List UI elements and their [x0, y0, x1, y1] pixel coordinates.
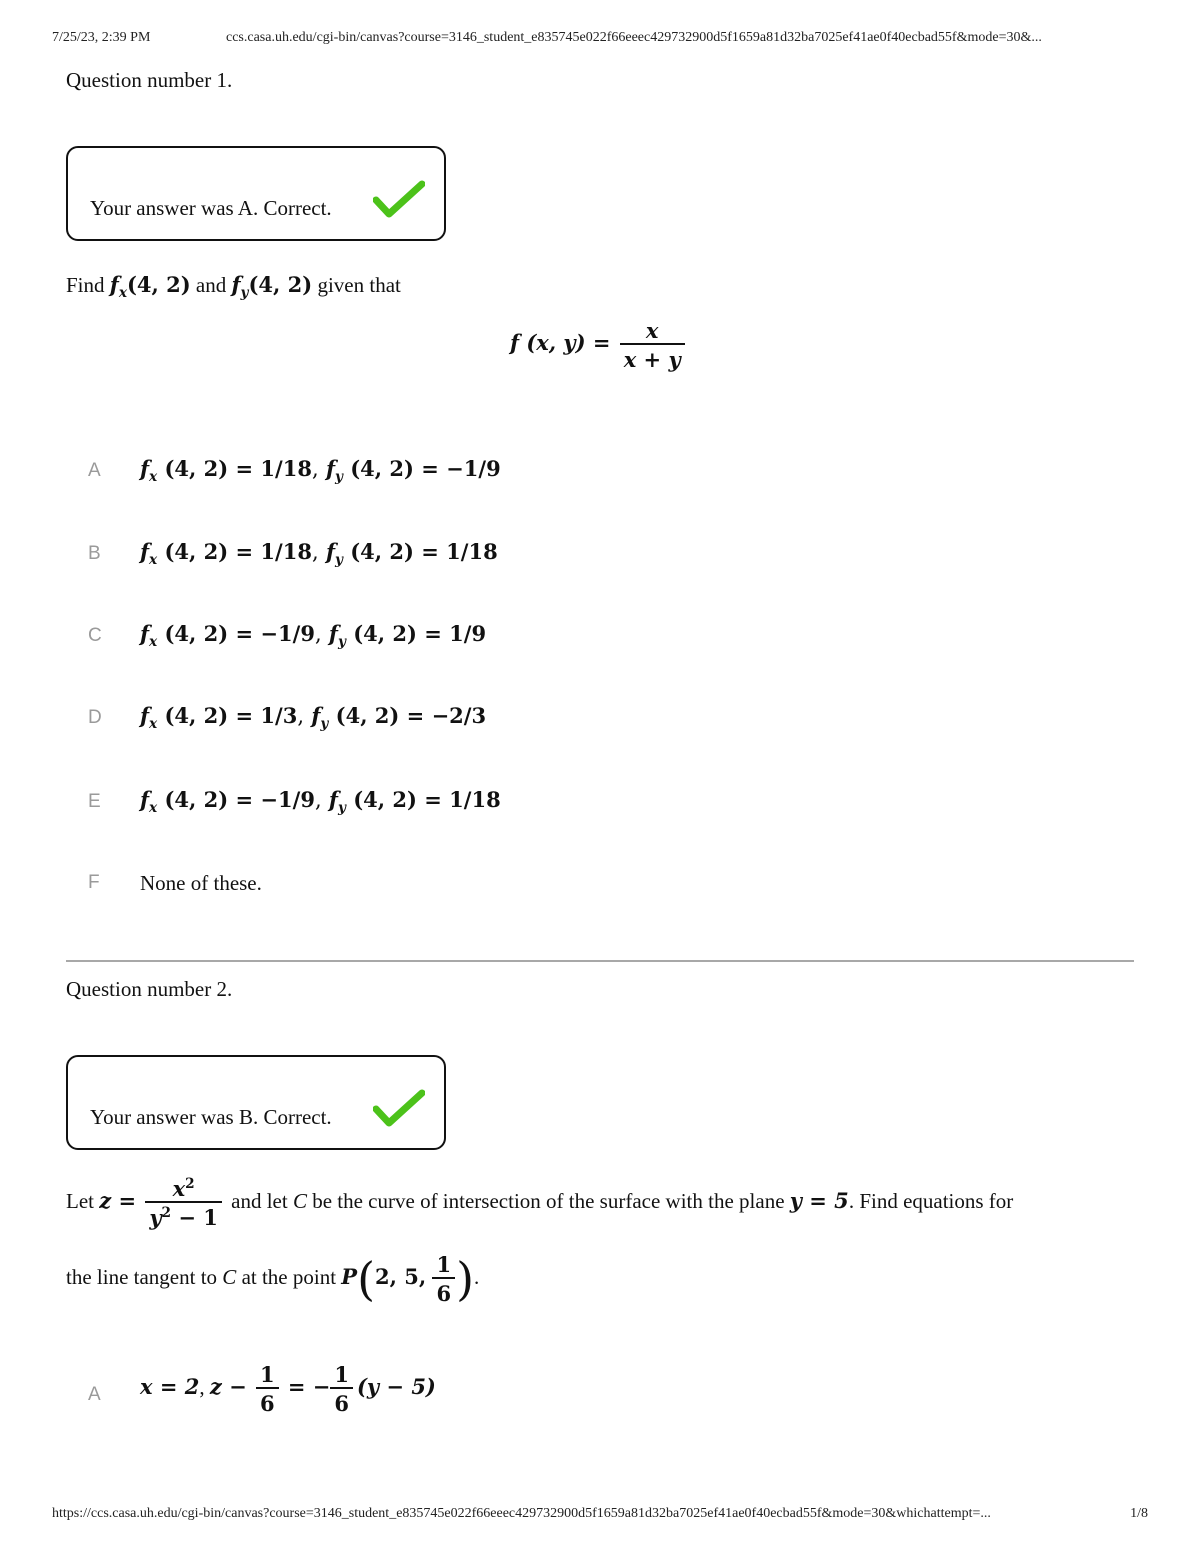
choice-letter: F	[88, 872, 100, 893]
choice-letter: A	[88, 460, 101, 481]
formula-fraction	[620, 318, 685, 372]
choice-body: $f_x$ (4, 2) = 1/3, $f_y$ (4, 2) = −2/3	[140, 703, 487, 732]
question-2-answer-box	[66, 1055, 446, 1150]
formula-numerator: x	[645, 318, 659, 343]
choice-body: $f_x$ (4, 2) = 1/18, $f_y$ (4, 2) = 1/18	[140, 539, 498, 568]
fx-symbol: $f_x$	[109, 272, 127, 301]
choice-body: $f_x$ (4, 2) = −1/9, $f_y$ (4, 2) = 1/9	[140, 621, 487, 650]
print-header	[52, 30, 1148, 50]
question-1-title: Question number 1.	[66, 68, 233, 92]
choice-body: $f_x$ (4, 2) = 1/18, $f_y$ (4, 2) = −1/9	[140, 456, 501, 485]
formula-denominator: x + y	[620, 343, 685, 372]
checkmark-icon	[373, 1089, 425, 1129]
choice-body: x = 2, z − $\frac{1}{6}$ = − $\frac{1}{6}$ (y − 5)	[140, 1362, 436, 1416]
stem-z-equals: z =	[99, 1188, 137, 1213]
question-1-stem	[66, 272, 401, 301]
question-2-title: Question number 2.	[66, 977, 233, 1001]
stem-given: given that	[317, 273, 401, 297]
formula-lhs: f (x, y) =	[510, 329, 611, 355]
choice-body: None of these.	[140, 871, 262, 895]
stem-fraction: $\frac{x^2}{y^2 - 1}$	[145, 1176, 222, 1230]
print-footer	[52, 1506, 1148, 1526]
question-2-stem-line-1: Let z = $\frac{x^2}{y^2 - 1}$ and let C be the curve of intersection of the surface with the plane y = 5. Find equations for	[66, 1176, 1014, 1231]
stem-and: and	[195, 273, 227, 297]
stem-find: Find	[66, 273, 105, 297]
choice-letter: C	[88, 625, 102, 646]
choice-letter: B	[88, 543, 101, 564]
question-2-answer-text: Your answer was B. Correct.	[90, 1105, 332, 1129]
print-header-url: ccs.casa.uh.edu/cgi-bin/canvas?course=3146_student_e835745e022f66eeec429732900d5f1659a81d32ba7025ef41ae0f40ecbad55f&mode=30&...	[226, 30, 1042, 45]
stem-point-1: (4, 2)	[126, 272, 191, 297]
stem-point-coords: 2, 5,	[375, 1263, 427, 1289]
choice-letter: E	[88, 791, 101, 812]
choice-letter: A	[88, 1384, 101, 1405]
print-footer-url: https://ccs.casa.uh.edu/cgi-bin/canvas?course=3146_student_e835745e022f66eeec429732900d5f1659a81d32ba7025ef41ae0f40ecbad55f&mode=30&whichattempt=...	[52, 1506, 991, 1521]
stem-point-p: P	[341, 1263, 358, 1289]
question-1-formula	[510, 318, 689, 372]
choice-body: $f_x$ (4, 2) = −1/9, $f_y$ (4, 2) = 1/18	[140, 787, 501, 816]
stem-plane: y = 5	[789, 1188, 849, 1213]
stem-point-fraction: $\frac{1}{6}$	[432, 1252, 455, 1306]
fy-symbol: $f_y$	[231, 272, 249, 301]
choice-letter: D	[88, 707, 102, 728]
print-datetime: 7/25/23, 2:39 PM	[52, 30, 151, 45]
question-divider	[66, 960, 1134, 962]
question-1-answer-box	[66, 146, 446, 241]
checkmark-icon	[373, 180, 425, 220]
question-2-stem-line-2: the line tangent to C at the point P(2, 5, $\frac{1}{6}$ ).	[66, 1252, 480, 1306]
question-1-answer-text: Your answer was A. Correct.	[90, 196, 332, 220]
stem-point-2: (4, 2)	[248, 272, 313, 297]
page-number: 1/8	[1130, 1506, 1148, 1521]
